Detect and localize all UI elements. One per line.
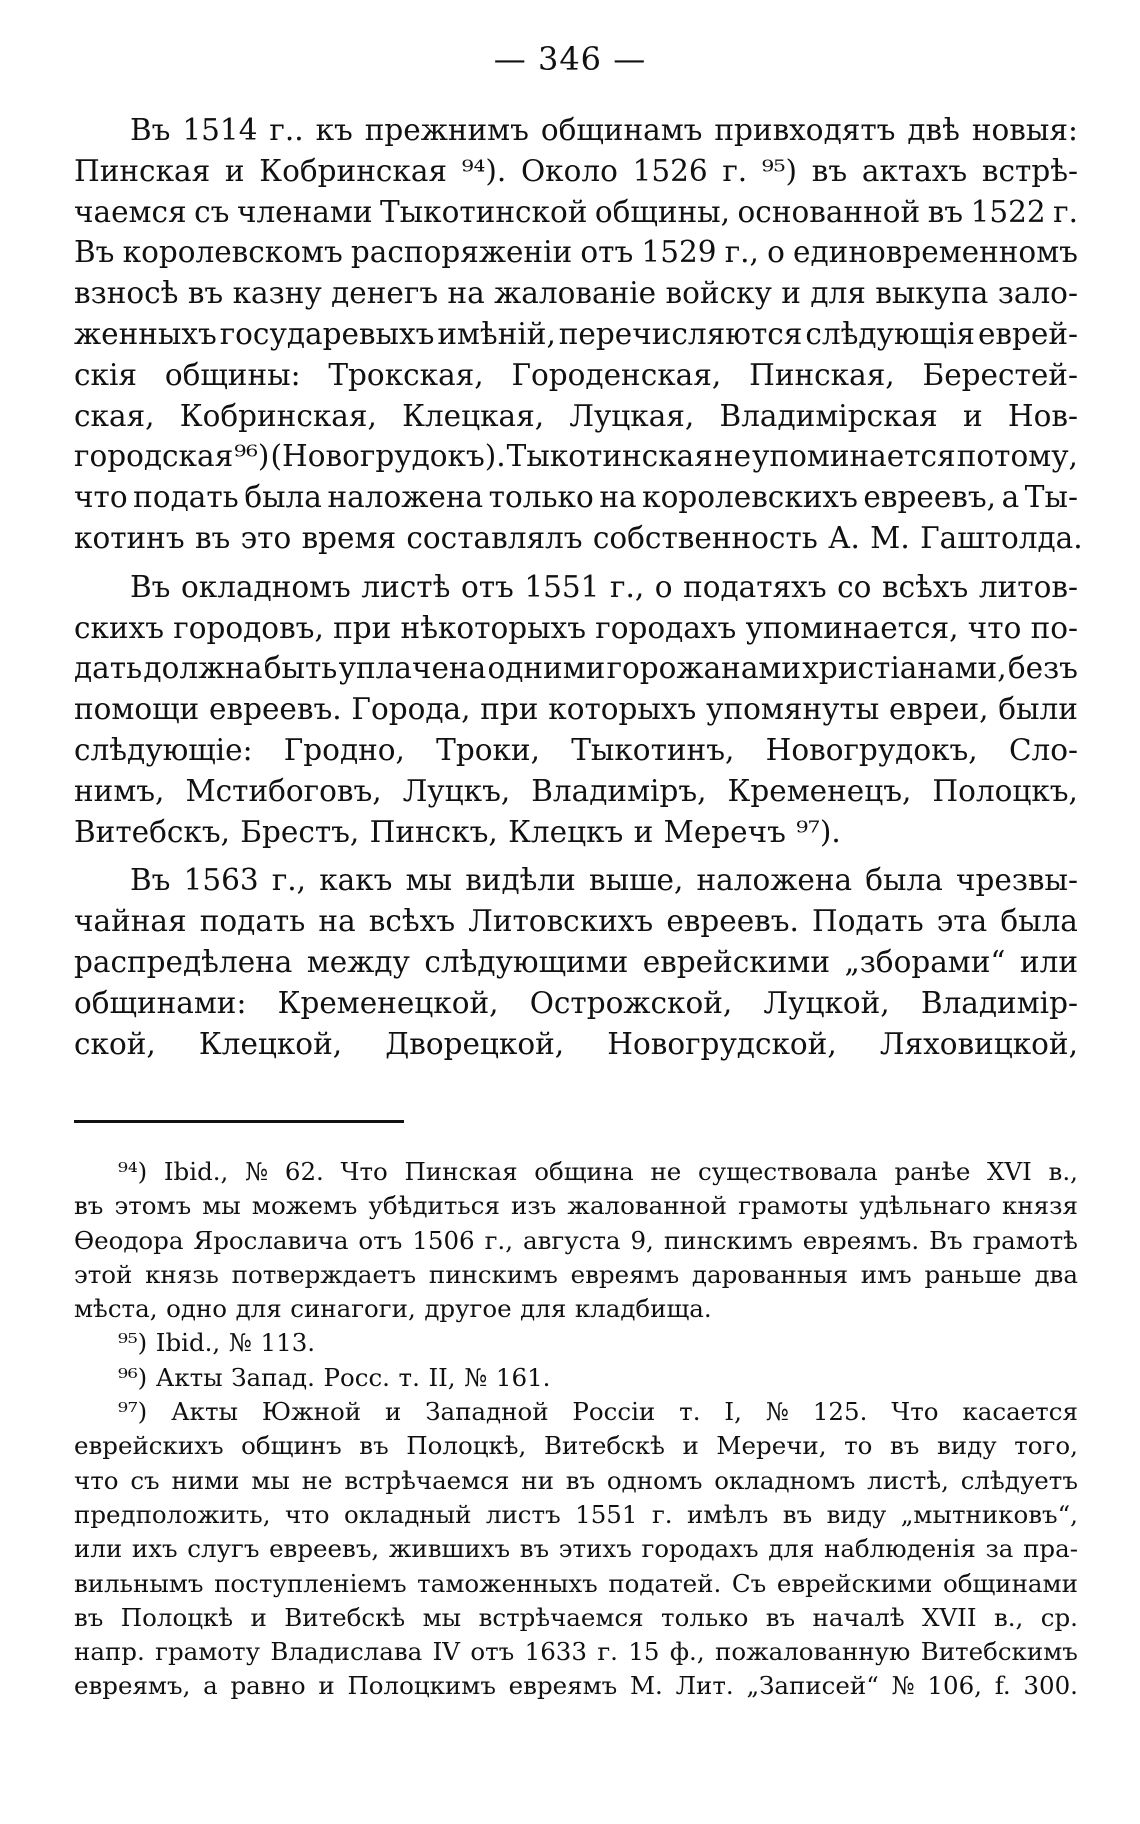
- text-line: нимъ, Мстибоговъ, Луцкъ, Владиміръ, Кременецъ, Полоцкъ,: [74, 773, 1078, 808]
- footnote-line: евреямъ, а равно и Полоцкимъ евреямъ М. Лит. „Записей“ № 106, f. 300.: [74, 1671, 1078, 1701]
- paragraph-gap: [74, 559, 1078, 567]
- footnote-line: Ѳеодора Ярославича отъ 1506 г., августа 9, пинскимъ евреямъ. Въ грамотѣ: [74, 1225, 1078, 1255]
- footnote-divider: [74, 1120, 404, 1123]
- footnotes: [74, 1155, 1078, 1704]
- footnote-line: вильнымъ поступленіемъ таможенныхъ податей. Съ еврейскими общинами: [74, 1568, 1078, 1598]
- footnote-line: мѣста, одно для синагоги, другое для кладбища.: [74, 1294, 712, 1324]
- text-line: Въ королевскомъ распоряженіи отъ 1529 г., о единовременномъ: [74, 235, 1078, 270]
- text-line: городская ⁹⁶) (Новогрудокъ). Тыкотинская не упоминается потому,: [74, 439, 1078, 474]
- text-line: распредѣлена между слѣдующими еврейскими „зборами“ или: [74, 944, 1078, 979]
- footnote-line: ⁹⁶) Акты Запад. Росс. т. II, № 161.: [118, 1362, 551, 1392]
- text-line: Витебскъ, Брестъ, Пинскъ, Клецкъ и Меречъ ⁹⁷).: [74, 814, 841, 849]
- page-number: — 346 —: [493, 40, 647, 78]
- text-line: ской, Клецкой, Дворецкой, Новогрудской, Ляховицкой,: [74, 1026, 1078, 1061]
- footnote-line: предположить, что окладный листъ 1551 г. имѣлъ въ виду „мытниковъ“,: [74, 1499, 1078, 1529]
- text-line: ская, Кобринская, Клецкая, Луцкая, Владимірская и Нов-: [74, 398, 1078, 433]
- text-line: Въ 1563 г., какъ мы видѣли выше, наложена была чрезвы-: [130, 863, 1078, 898]
- footnote-line: или ихъ слугъ евреевъ, жившихъ въ этихъ городахъ для наблюденія за пра-: [74, 1534, 1078, 1564]
- text-line: скихъ городовъ, при нѣкоторыхъ городахъ упоминается, что по-: [74, 610, 1078, 645]
- footnote-line: еврейскихъ общинъ въ Полоцкѣ, Витебскѣ и Меречи, то въ виду того,: [74, 1431, 1078, 1461]
- footnote-line: ⁹⁴) Ibid., № 62. Что Пинская община не существовала ранѣе XVI в.,: [118, 1157, 1078, 1186]
- text-line: скія общины: Трокская, Городенская, Пинская, Берестей-: [74, 357, 1078, 392]
- text-line: взносѣ въ казну денегъ на жалованіе войску и для выкупа зало-: [74, 276, 1078, 311]
- text-line: слѣдующіе: Гродно, Троки, Тыкотинъ, Новогрудокъ, Сло-: [74, 732, 1078, 767]
- text-line: дать должна быть уплачена одними горожанами христіанами, безъ: [74, 651, 1078, 686]
- text-line: чаемся съ членами Тыкотинской общины, основанной въ 1522 г.: [74, 194, 1078, 229]
- footnote-line: этой князь потверждаетъ пинскимъ евреямъ дарованныя имъ раньше два: [74, 1259, 1078, 1289]
- footnote-line: ⁹⁵) Ibid., № 113.: [118, 1328, 316, 1358]
- text-line: котинъ въ это время составлялъ собственность А. М. Гаштолда.: [74, 520, 1083, 555]
- main-text: [74, 110, 1083, 1064]
- paragraph-gap: [74, 852, 1078, 860]
- footnote-line: въ Полоцкѣ и Витебскѣ мы встрѣчаемся только въ началѣ XVII в., ср.: [74, 1602, 1078, 1632]
- footnote-line: ⁹⁷) Акты Южной и Западной Россіи т. I, № 125. Что касается: [118, 1397, 1078, 1427]
- text-line: женныхъ государевыхъ имѣній, перечисляются слѣдующія еврей-: [74, 316, 1078, 351]
- text-line: Въ окладномъ листѣ отъ 1551 г., о податяхъ со всѣхъ литов-: [130, 569, 1078, 604]
- footnote-line: что съ ними мы не встрѣчаемся ни въ одномъ окладномъ листѣ, слѣдуетъ: [74, 1465, 1078, 1495]
- footnote-line: въ этомъ мы можемъ убѣдиться изъ жалованной грамоты удѣльнаго князя: [74, 1191, 1078, 1221]
- text-line: что подать была наложена только на королевскихъ евреевъ, а Ты-: [74, 480, 1078, 515]
- text-line: Пинская и Кобринская ⁹⁴). Около 1526 г. ⁹⁵) въ актахъ встрѣ-: [74, 153, 1078, 188]
- text-line: помощи евреевъ. Города, при которыхъ упомянуты евреи, были: [74, 692, 1078, 727]
- footnote-line: напр. грамоту Владислава IV отъ 1633 г. 15 ф., пожалованную Витебскимъ: [74, 1637, 1078, 1667]
- text-line: чайная подать на всѣхъ Литовскихъ евреевъ. Подать эта была: [74, 904, 1078, 939]
- text-line: общинами: Кременецкой, Острожской, Луцкой, Владимір-: [74, 985, 1078, 1020]
- text-line: Въ 1514 г.. къ прежнимъ общинамъ привходятъ двѣ новыя:: [130, 113, 1078, 147]
